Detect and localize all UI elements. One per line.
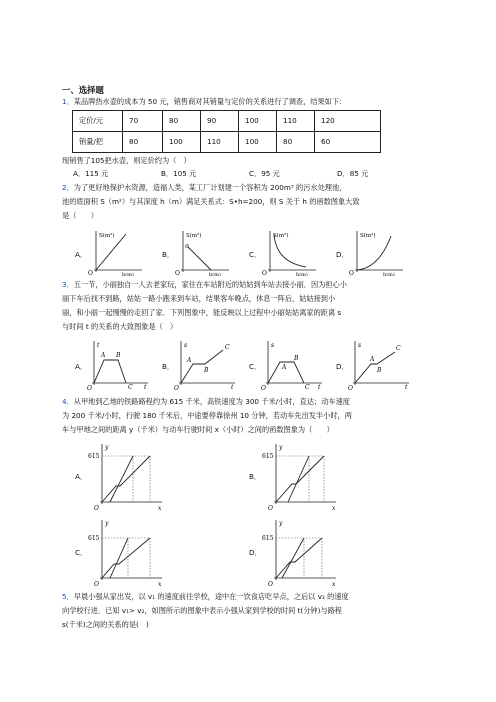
axis-label-x: x	[158, 505, 162, 512]
q4-graph-d	[262, 516, 342, 588]
table-cell: 100	[163, 132, 201, 153]
q5-number: 5．	[62, 592, 74, 601]
q1-number: 1．	[62, 97, 74, 106]
q1-price-table	[72, 110, 381, 153]
axis-label-s: s	[271, 342, 275, 349]
q4-option-b-label[interactable]: B．	[249, 472, 262, 481]
axis-label-t: t	[318, 384, 321, 391]
axis-label-h: h(m)	[296, 272, 308, 276]
q2-graph-d	[347, 228, 407, 276]
q4-number: 4．	[62, 397, 74, 406]
q4-line3: 车与甲地之间的距离 y（千米）与动车行驶时间 x（小时）之间的函数图象为（ ）	[62, 425, 334, 434]
q3-graph-d	[347, 338, 413, 392]
q4-option-d-label[interactable]: D．	[249, 548, 262, 557]
q3-graph-b	[173, 338, 239, 392]
origin-label: O	[348, 385, 353, 392]
table-cell: 定价/元	[73, 111, 123, 132]
axis-label-s: s	[358, 342, 362, 349]
table-cell: 80	[277, 132, 315, 153]
q2-line3: 是（ ）	[62, 211, 98, 220]
q2-number: 2．	[62, 183, 74, 192]
table-cell: 110	[201, 132, 239, 153]
q4-graph-c	[88, 516, 168, 588]
q5-line3: s(千米)之间的关系的是( )	[62, 620, 149, 629]
point-a: A	[282, 364, 287, 371]
axis-label-h: h(m)	[209, 272, 221, 276]
q3-option-c-label[interactable]: C．	[249, 362, 262, 371]
q3-line3: 丽，和小丽一起慢慢的走回了家．下列图象中，能反映以上过程中小丽姑姑离家的距离 s	[62, 308, 342, 317]
tick-615: 615	[262, 453, 274, 460]
table-cell: 100	[239, 111, 277, 132]
table-row	[73, 111, 381, 132]
section-title: 一、选择题	[62, 85, 104, 95]
q1-option-a[interactable]: A．115 元	[73, 169, 109, 178]
axis-label-h: h(m)	[122, 272, 134, 276]
q2-graph-a	[86, 228, 146, 276]
q5-line2: 向学校行进．已知 v₁> v₂，如图所示的图象中表示小强从家到学校的时间 t(分钟)与路程	[62, 606, 342, 615]
table-cell: 80	[123, 132, 163, 153]
table-cell: 60	[315, 132, 381, 153]
point-b: B	[377, 367, 382, 374]
axis-label-s: S(m²)	[273, 233, 289, 239]
table-cell: 120	[315, 111, 381, 132]
q2-option-d-label[interactable]: D．	[336, 250, 349, 259]
q1-options	[73, 169, 425, 179]
q5-text-1: 早晨小强从家出发，以 v₁ 的速度前往学校，途中在一饮食店吃早点，之后以 v₂ 的速度	[73, 592, 349, 601]
axis-label-x: x	[332, 581, 336, 588]
tick-615: 615	[88, 453, 100, 460]
q4-option-a-label[interactable]: A．	[75, 472, 88, 481]
axis-label-s: S(m²)	[186, 233, 202, 239]
point-c: C	[396, 345, 401, 352]
point-b: B	[116, 352, 121, 359]
table-cell: 100	[239, 132, 277, 153]
origin-label: O	[261, 385, 266, 392]
tick-615: 615	[262, 535, 274, 542]
q4-line1	[62, 397, 456, 407]
origin-label: O	[268, 581, 273, 588]
origin-label: O	[349, 270, 354, 276]
origin-label: O	[262, 270, 267, 276]
q4-text-1: 从甲地到乙地的铁路路程约为 615 千米，高铁速度为 300 千米/小时，直达；动车速度	[73, 397, 350, 406]
table-cell: 80	[163, 111, 201, 132]
q2-line1	[62, 183, 456, 193]
axis-label-t: t	[231, 384, 234, 391]
q3-text-1: 五一节，小丽独自一人去老家玩，家住在车站附近的姑姑到车站去接小丽．因为担心小	[73, 280, 347, 289]
q1-option-d[interactable]: D．85 元	[337, 169, 369, 178]
q3-number: 3．	[62, 280, 74, 289]
point-b: B	[294, 355, 299, 362]
q1-stem	[62, 97, 456, 107]
q2-option-a-label[interactable]: A．	[75, 250, 88, 259]
q1-option-c[interactable]: C．95 元	[249, 169, 280, 178]
q3-graph-c	[260, 338, 326, 392]
q3-option-d-label[interactable]: D．	[336, 362, 349, 371]
q2-option-c-label[interactable]: C．	[249, 250, 262, 259]
q1-after: 现销售了105把水壶，则定价约为（ ）	[62, 156, 191, 165]
q4-line2: 为 200 千米/小时，行驶 180 千米后，中途要停靠徐州 10 分钟，若动车先出发半小时，两	[62, 411, 352, 420]
q2-graph-b	[173, 228, 233, 276]
q2-option-b-label[interactable]: B．	[162, 250, 175, 259]
q5-line1	[62, 592, 456, 602]
axis-label-t: t	[405, 384, 408, 391]
axis-label-t: t	[97, 342, 100, 349]
point-a: A	[101, 352, 106, 359]
axis-label-x: x	[158, 581, 162, 588]
q4-graph-b	[262, 440, 342, 512]
q3-line4: 与时间 t 的关系的大致图象是（ ）	[62, 322, 178, 331]
q2-graph-c	[260, 228, 320, 276]
tick-615: 615	[88, 535, 100, 542]
q3-option-a-label[interactable]: A．	[75, 362, 88, 371]
q1-option-b[interactable]: B．105 元	[161, 169, 197, 178]
point-a: A	[187, 357, 192, 364]
table-row	[73, 132, 381, 153]
origin-label: O	[88, 270, 93, 276]
q3-line1	[62, 280, 456, 290]
point-c: C	[225, 344, 230, 351]
axis-label-s: S(m²)	[360, 233, 376, 239]
table-cell: 70	[123, 111, 163, 132]
axis-label-y: y	[279, 520, 283, 527]
table-cell: 销量/把	[73, 132, 123, 153]
table-cell: 110	[277, 111, 315, 132]
point-c: C	[128, 384, 133, 391]
table-cell: 90	[201, 111, 239, 132]
q4-option-c-label[interactable]: C．	[75, 548, 88, 557]
axis-label-y: y	[105, 444, 109, 451]
axis-label-y: y	[279, 444, 283, 451]
axis-label-h: h(m)	[383, 272, 395, 276]
point-c: C	[305, 384, 310, 391]
q2-text-1: 为了更好地保护水资源，造福人类，某工厂计划建一个容积为 200m³ 的污水处理池，	[73, 183, 347, 192]
axis-label-y: y	[105, 520, 109, 527]
origin-label: O	[268, 505, 273, 512]
axis-label-t-x: t	[144, 384, 147, 391]
q3-graph-a	[86, 338, 152, 392]
origin-label: O	[175, 270, 180, 276]
q3-option-b-label[interactable]: B．	[162, 362, 175, 371]
q2-line2: 池的底面积 S（m²）与其深度 h（m）满足关系式：S•h=200，则 S 关于 h 的函数图象大致	[62, 197, 360, 206]
axis-label-s: s	[184, 342, 188, 349]
origin-label: O	[94, 581, 99, 588]
q1-stem-text: 某品牌热水壶的成本为 50 元，销售商对其销量与定价的关系进行了调查，结果如下：	[73, 97, 347, 106]
q3-line2: 丽下车后找不到路，姑姑一路小跑来到车站，结果客车晚点，休息一阵后，姑姑接到小	[62, 294, 336, 303]
q4-graph-a	[88, 440, 168, 512]
axis-label-s: S(m²)	[99, 233, 115, 239]
origin-label: O	[94, 505, 99, 512]
origin-label: O	[174, 385, 179, 392]
point-b: B	[204, 367, 209, 374]
axis-label-x: x	[332, 505, 336, 512]
point-a: A	[370, 356, 375, 363]
origin-label: O	[87, 385, 92, 392]
